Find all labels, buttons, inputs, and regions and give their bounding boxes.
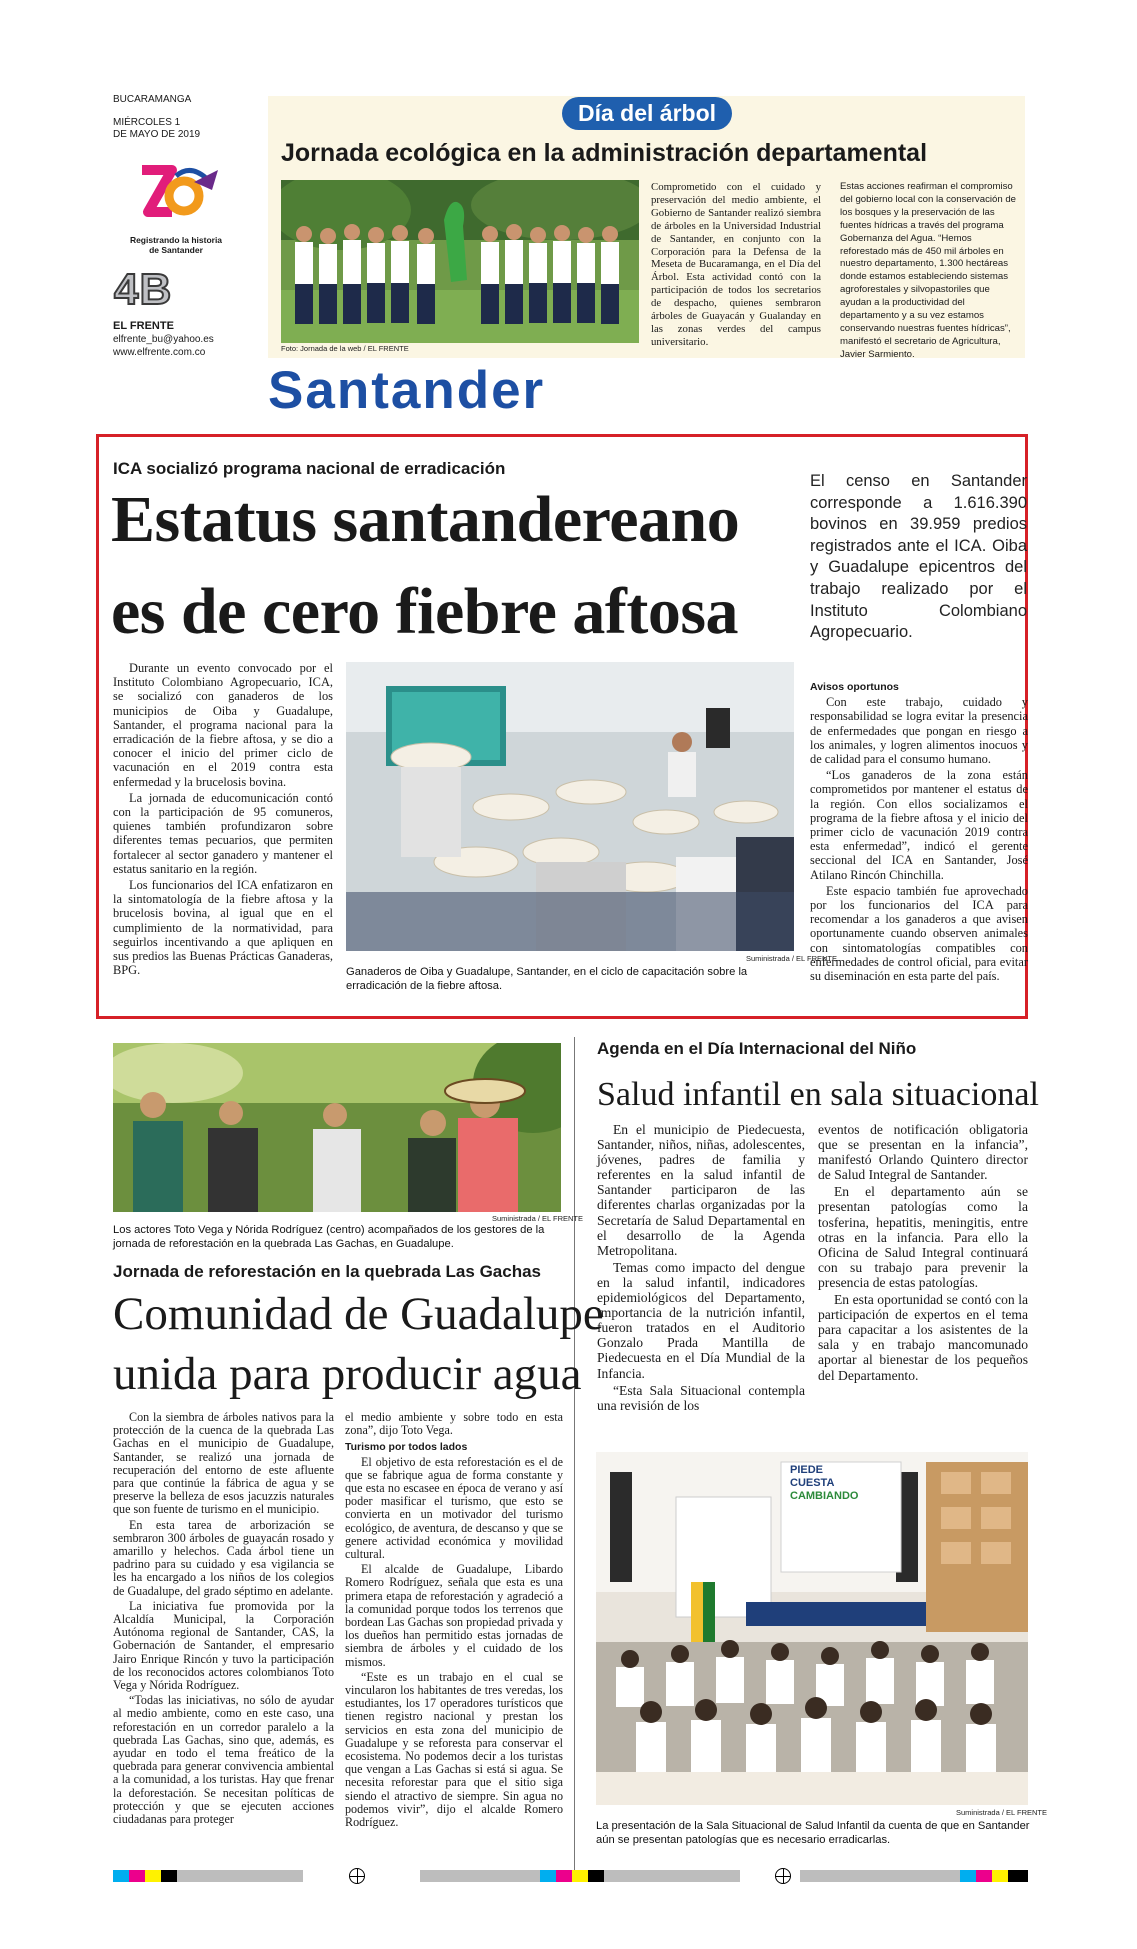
guadalupe-column-2	[345, 1411, 563, 1831]
anniversary-logo	[128, 160, 224, 255]
salud-paragraph: eventos de notificación obligatoria que se presentan en la infancia”, manifestó Orlando Quintero director de Salud Integral de Santander.	[818, 1122, 1028, 1183]
tree-day-col-1: Comprometido con el cuidado y preservación del medio ambiente, el Gobierno de Santander realizó siembra de árboles en la Universidad Industrial de Santander, en conjunto con la Corporación para la Defensa de la Meseta de Bucaramanga, en el Día del Árbol. Esta actividad contó con la participación de todos los secretarios de despacho, quienes sembraron árboles de Guayacán y Gualanday en las zonas verdes del campus universitario.	[651, 181, 821, 348]
salud-column-2	[818, 1122, 1028, 1385]
ica-paragraph: Este espacio también fue aprovechado por los funcionarios del ICA para recomendar a los ganaderos a que avisen oportunamente cuando observen animales con sintomatologías compatibles con enfermedades de control oficial, para evitar su diseminación en esta parte del país.	[810, 883, 1028, 984]
salud-banner-line-1: PIEDE	[790, 1464, 824, 1476]
guadalupe-paragraph: el medio ambiente y sobre todo en esta zona”, dijo Toto Vega.	[345, 1410, 563, 1438]
guadalupe-headline-line-2: unida para producir agua	[113, 1348, 582, 1400]
ica-column-3	[810, 676, 1028, 985]
color-registration-bar-middle	[420, 1870, 740, 1882]
page-number: 4B	[114, 265, 173, 314]
salud-paragraph: En esta oportunidad se contó con la participación de expertos en el tema para capacitar a los asistentes de la sala y en trabajo mancomunado aportar al bienestar de los pequeños del Departamento.	[818, 1292, 1028, 1383]
ica-headline-line-2: es de cero fiebre aftosa	[111, 575, 739, 648]
contact-website: www.elfrente.com.co	[113, 347, 206, 358]
salud-headline: Salud infantil en sala situacional	[597, 1076, 1039, 1113]
salud-kicker: Agenda en el Día Internacional del Niño	[597, 1039, 917, 1058]
guadalupe-paragraph: En esta tarea de arborización se sembraron 300 árboles de guayacán rosado y amarillo y helechos. Cada árbol tiene un padrino para su cuidado y esa vigilancia se les ha encargado a los niños de los colegios de Guadalupe, del grado séptimo en adelante.	[113, 1517, 334, 1598]
contact-email: elfrente_bu@yahoo.es	[113, 334, 214, 345]
guadalupe-headline-line-1: Comunidad de Guadalupe	[113, 1288, 604, 1340]
section-code: BUCARAMANGA	[113, 94, 192, 105]
tree-day-headline: Jornada ecológica en la administración departamental	[281, 139, 928, 167]
guadalupe-column-1	[113, 1411, 334, 1828]
color-registration-bar-right	[800, 1870, 1028, 1882]
logo-caption-1: Registrando la historia	[129, 235, 223, 245]
column-divider	[574, 1037, 575, 1874]
ica-paragraph: Los funcionarios del ICA enfatizaron en la sintomatología de la fiebre aftosa y la brucelosis bovina, al igual que en el cumplimiento de la normatividad, para seguirlos incentivando a que apliquen en sus predios las Buenas Prácticas Ganaderas, BPG.	[113, 878, 333, 978]
guadalupe-photo-caption: Los actores Toto Vega y Nórida Rodríguez (centro) acompañados de los gestores de la jornada de reforestación en la quebrada Las Gachas, en Guadalupe.	[113, 1224, 545, 1250]
salud-banner-text	[790, 1464, 900, 1503]
salud-photo	[596, 1452, 1028, 1805]
ica-paragraph: Durante un evento convocado por el Instituto Colombiano Agropecuario, ICA, se socializó con ganaderos de los municipios de Oiba y Guadalupe, Santander, el programa nacional para la erradicación de la fiebre aftosa, y se dio a conocer el inicio del primer ciclo de vacunación en el 2019 contra esta enfermedad y la brucelosis bovina.	[113, 661, 333, 789]
registration-mark-icon	[775, 1868, 791, 1884]
salud-paragraph: “Esta Sala Situacional contempla una revisión de los	[597, 1382, 805, 1413]
ica-paragraph: “Los ganaderos de la zona están comprometidos por mantener el estatus de la región. Con ellos socializamos el programa de la fiebre aftosa y el inicio del primer ciclo de vacunación 2019 contra esta enfermedad”, indicó el gerente seccional del ICA en Santander, José Atilano Rincón Chinchilla.	[810, 768, 1028, 882]
ica-subhead: Avisos oportunos	[810, 681, 899, 693]
ica-headline-line-1: Estatus santandereano	[111, 483, 740, 556]
guadalupe-photo	[113, 1043, 561, 1212]
ica-deck: El censo en Santander corresponde a 1.616.390 bovinos en 39.959 predios registrados ante el ICA. Oiba y Guadalupe epicentros del trabajo realizado por el Instituto Colombiano Agropecuario.	[810, 472, 1027, 642]
color-registration-bar-left	[113, 1870, 303, 1882]
ica-photo	[346, 662, 794, 951]
guadalupe-paragraph: “Este es un trabajo en el cual se vincularon los habitantes de tres veredas, los estudiantes, los 17 operadores turísticos que tienen registro nacional y prestan los servicios en esta zona del municipio de Guadalupe y se reforesta para conservar el ecosistema. No podemos decir a los turistas que vengan a Las Gachas si está si agua. Se necesita reforestar para que el sitio siga siendo el atractivo de siempre. Sin agua no podemos vivir”, dijo el alcalde Romero Rodríguez.	[345, 1669, 563, 1830]
tree-day-photo	[281, 180, 639, 343]
guadalupe-paragraph: El alcalde de Guadalupe, Libardo Romero Rodríguez, señala que esta es una primera etapa de reforestación y agradeció a la comunidad porque todos los terrenos que bordean Las Gachas son propiedad privada y los dueños han permitido estas jornadas de siembra de árboles y el cuidado de los mismos.	[345, 1562, 563, 1669]
guadalupe-paragraph: “Todas las iniciativas, no sólo de ayudar al medio ambiente, como en este caso, una reforestación en un corredor paralelo a la quebrada Las Gachas, sino que, además, es ayudar en todo el tema freático de la quebrada para generar convivencia ambiental a la comunidad, a los turistas. Hay que frenar la deforestación. Se necesitan políticas de protección y que se ejecuten acciones ciudadanas para proteger	[113, 1693, 334, 1827]
guadalupe-paragraph: La iniciativa fue promovida por la Alcaldía Municipal, la Corporación Autónoma regional de Santander, CAS, la Gobernación de Santander, el empresario Jairo Enrique Rincón y tuvo la participación de los reconocidos actores colombianos Toto Vega y Nórida Rodríguez.	[113, 1598, 334, 1693]
tree-day-photo-credit: Foto: Jornada de la web / EL FRENTE	[281, 344, 409, 353]
salud-photo-credit: Suministrada / EL FRENTE	[956, 1808, 1047, 1817]
date-line-1: MIÉRCOLES 1	[113, 117, 181, 128]
guadalupe-photo-credit: Suministrada / EL FRENTE	[492, 1214, 583, 1223]
anniversary-logo-icon	[128, 160, 224, 230]
salud-banner-line-2: CUESTA	[790, 1477, 835, 1489]
paper-name: EL FRENTE	[113, 320, 174, 332]
salud-paragraph: En el municipio de Piedecuesta, Santander, niños, niñas, adolescentes, jóvenes, padres de familia y referentes en la salud infantil de Santander participaron de las diferentes charlas organizadas por la Secretaría de Salud Departamental en el desarrollo de la Agenda Metropolitana.	[597, 1122, 805, 1258]
ica-photo-caption: Ganaderos de Oiba y Guadalupe, Santander, en el ciclo de capacitación sobre la erradicación de la fiebre aftosa.	[346, 966, 748, 992]
salud-column-1	[597, 1122, 805, 1415]
section-title: Santander	[268, 361, 546, 420]
logo-caption-2: de Santander	[149, 245, 203, 255]
guadalupe-kicker: Jornada de reforestación en la quebrada Las Gachas	[113, 1262, 541, 1281]
date-line-2: DE MAYO DE 2019	[113, 129, 201, 140]
registration-mark-icon	[349, 1868, 365, 1884]
salud-paragraph: Temas como impacto del dengue en la salud infantil, indicadores epidemiológicos del Departamento, importancia de la nutrición infantil, fueron tratados en el Auditorio Gonzalo Prada Mantilla de Piedecuesta en el Día Mundial de la Infancia.	[597, 1259, 805, 1381]
salud-paragraph: En el departamento aún se presentan patologías como la tosferina, hepatitis, meningitis, entre otras en la infancia. Para ello la Oficina de Salud Integral continuará con su trabajo para prevenir la presencia de estas patologías.	[818, 1184, 1028, 1290]
ica-paragraph: Con este trabajo, cuidado y responsabilidad se logra evitar la presencia de enfermedades que pongan en riesgo a los animales, y logren alimentos inocuos y de calidad para el consumo humano.	[810, 695, 1028, 767]
guadalupe-paragraph: Con la siembra de árboles nativos para la protección de la cuenca de la quebrada Las Gachas en el municipio de Guadalupe, Santander, se realizó una jornada de recuperación del entorno de este afluente para que continúe la fábrica de agua y se preserve la belleza de esos jacuzzis naturales que son fuente de turismo en el municipio.	[113, 1410, 334, 1517]
ica-kicker: ICA socializó programa nacional de erradicación	[113, 459, 506, 478]
tree-day-badge: Día del árbol	[562, 97, 732, 130]
salud-photo-caption: La presentación de la Sala Situacional de Salud Infantil da cuenta de que en Santander aún se presentan patologías que es necesario erradicarlas.	[596, 1820, 1030, 1846]
ica-photo-credit: Suministrada / EL FRENTE	[746, 954, 837, 963]
ica-column-1	[113, 661, 333, 979]
guadalupe-paragraph: El objetivo de esta reforestación es el de que se fabrique agua de forma constante y que esta no escasee en época de verano y así poder masificar el turismo, que esto se convierta en un motivador del turismo ecológico, de aventura, de descanso y que se genere actividad económica y movilidad cultural.	[345, 1454, 563, 1562]
ica-paragraph: La jornada de educomunicación contó con la participación de 95 comuneros, quienes también profundizaron sobre diferentes temas pecuarios, que permiten fortalecer al sector ganadero y mantener el estatus sanitario en la región.	[113, 790, 333, 876]
guadalupe-subhead: Turismo por todos lados	[345, 1441, 468, 1454]
salud-banner-line-3: CAMBIANDO	[790, 1490, 859, 1502]
tree-day-col-2: Estas acciones reafirman el compromiso del gobierno local con la conservación de los bosques y la preservación de las fuentes hídricas a través del programa Gobernanza del Agua. “Hemos reforestado más de 450 mil árboles en nuestro departamento, 1.300 hectáreas donde estamos estableciendo sistemas agroforestales y silvopastoriles que ayudan a la productividad del departamento y a su vez estamos conservando nuestras fuentes hídricas”, manifestó el secretario de Agricultura, Javier Sarmiento.	[840, 181, 1016, 360]
